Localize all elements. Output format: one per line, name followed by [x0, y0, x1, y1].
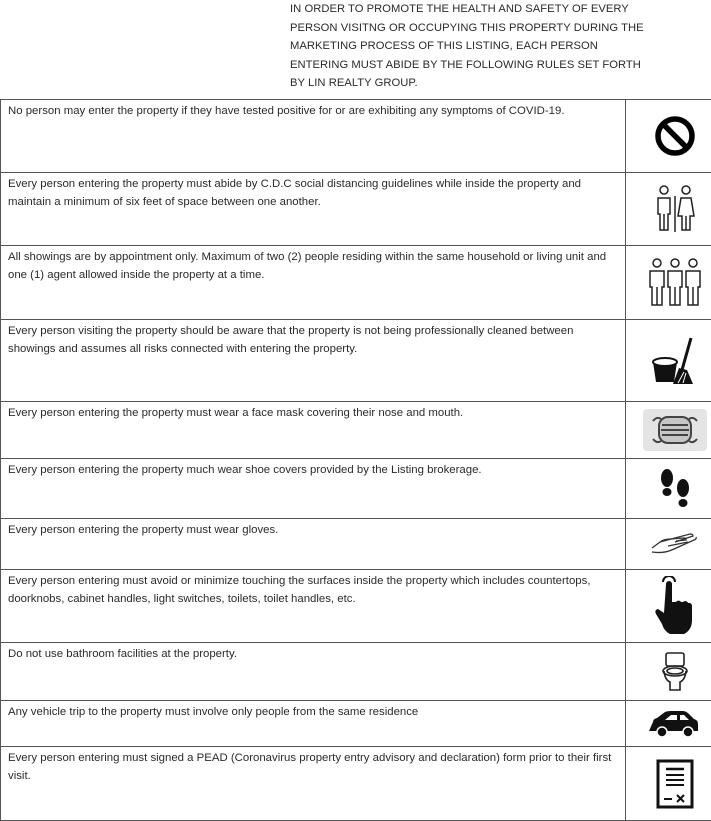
rule-text: Every person entering must signed a PEAD (Coronavirus property entry advisory and declaration) form prior to their first visit.	[1, 747, 626, 821]
rule-text: Every person entering the property must wear gloves.	[1, 519, 626, 570]
rules-table	[0, 99, 711, 821]
header-line: BY LIN REALTY GROUP.	[290, 74, 690, 93]
rule-text: Every person visiting the property should be aware that the property is not being professionally cleaned between showings and assumes all risks connected with entering the property.	[1, 320, 626, 402]
header-line: MARKETING PROCESS OF THIS LISTING, EACH PERSON	[290, 37, 690, 56]
rule-text: Every person entering the property must wear a face mask covering their nose and mouth.	[1, 402, 626, 459]
face-mask-icon	[643, 409, 707, 451]
table-row	[1, 100, 711, 173]
pointing-hand-icon	[655, 576, 695, 636]
table-row	[1, 519, 711, 570]
cleaning-bucket-broom-icon	[651, 336, 699, 386]
header-line: IN ORDER TO PROMOTE THE HEALTH AND SAFETY OF EVERY	[290, 0, 690, 19]
three-people-icon	[647, 257, 703, 309]
table-row	[1, 701, 711, 747]
document-form-icon	[656, 759, 694, 809]
table-row	[1, 643, 711, 701]
header-line: PERSON VISITNG OR OCCUPYING THIS PROPERTY DURING THE	[290, 19, 690, 38]
open-hand-icon	[650, 530, 700, 558]
table-row	[1, 459, 711, 519]
table-row	[1, 402, 711, 459]
table-row	[1, 173, 711, 246]
header-line: ENTERING MUST ABIDE BY THE FOLLOWING RULES SET FORTH	[290, 56, 690, 75]
rule-text: All showings are by appointment only. Maximum of two (2) people residing within the same household or living unit and one (1) agent allowed inside the property at a time.	[1, 246, 626, 320]
rule-text: No person may enter the property if they have tested positive for or are exhibiting any symptoms of COVID-19.	[1, 100, 626, 173]
table-row	[1, 570, 711, 643]
car-icon	[649, 710, 701, 738]
header-notice	[290, 0, 690, 93]
rule-text: Every person entering must avoid or minimize touching the surfaces inside the property which includes countertops, doorknobs, cabinet handles, light switches, toilets, toilet handles, etc.	[1, 570, 626, 643]
two-people-icon	[652, 184, 698, 234]
rule-text: Every person entering the property must abide by C.D.C social distancing guidelines while inside the property and maintain a minimum of six feet of space between one another.	[1, 173, 626, 246]
toilet-icon	[661, 651, 689, 693]
rule-text: Any vehicle trip to the property must involve only people from the same residence	[1, 701, 626, 747]
prohibited-icon	[653, 114, 697, 158]
rule-text: Do not use bathroom facilities at the property.	[1, 643, 626, 701]
rule-text: Every person entering the property much wear shoe covers provided by the Listing brokerage.	[1, 459, 626, 519]
footprints-icon	[658, 468, 692, 510]
table-row	[1, 246, 711, 320]
table-row	[1, 320, 711, 402]
table-row	[1, 747, 711, 821]
